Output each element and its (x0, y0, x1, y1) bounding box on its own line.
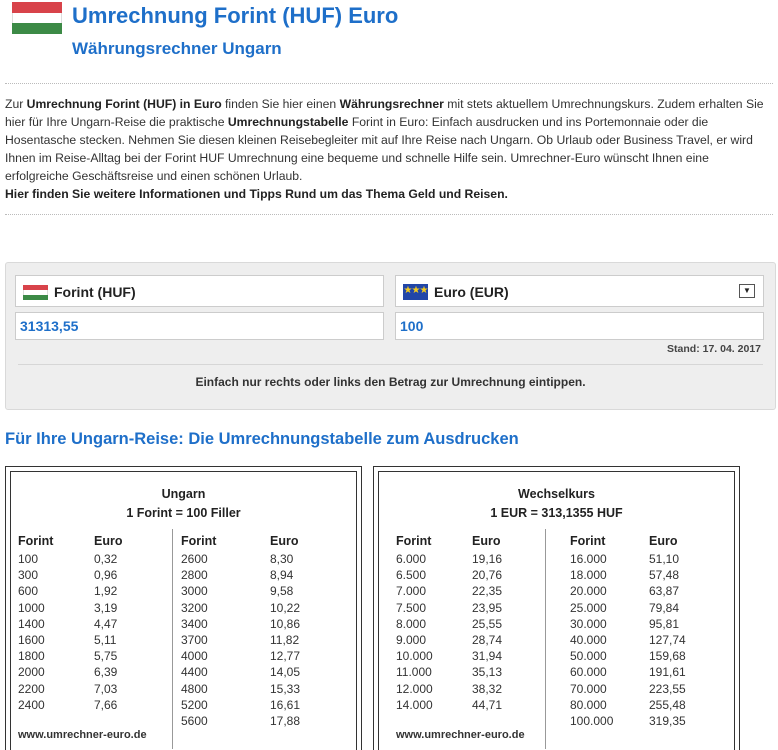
table-cell-forint: 12.000 (396, 681, 433, 696)
more-info-link[interactable]: Hier finden Sie weitere Informationen und Tipps Rund um das Thema Geld und Reisen. (5, 187, 508, 201)
table-cell-forint: 4800 (181, 681, 208, 696)
column-header-euro: Euro (270, 534, 299, 548)
table-cell-euro: 22,35 (472, 584, 503, 599)
eu-flag-icon: ★★★ (403, 284, 428, 300)
table-cell-euro: 0,96 (94, 568, 118, 583)
column-header-euro: Euro (94, 534, 123, 548)
site-url: www.umrechner-euro.de (396, 729, 525, 741)
column-header-forint: Forint (181, 534, 217, 548)
table-cell-forint: 2000 (18, 665, 45, 680)
hungary-flag-icon (23, 285, 48, 300)
table-cell-euro: 3,19 (94, 600, 118, 615)
table-cell-forint: 3000 (181, 584, 208, 599)
table-cell-forint: 2600 (181, 552, 208, 566)
table-cell-euro: 16,61 (270, 697, 301, 712)
table-cell-forint: 60.000 (570, 665, 607, 680)
euro-currency-label: Euro (EUR) (434, 284, 509, 300)
table-cell-forint: 7.500 (396, 600, 427, 615)
table-cell-euro: 44,71 (472, 697, 503, 712)
column-divider (172, 529, 173, 749)
table-cell-euro: 8,94 (270, 568, 294, 583)
table-cell-forint: 18.000 (570, 568, 607, 583)
table-cell-forint: 300 (18, 568, 39, 583)
table-cell-euro: 35,13 (472, 665, 503, 680)
table-cell-forint: 5200 (181, 697, 208, 712)
column-header-forint: Forint (396, 534, 432, 548)
table-cell-forint: 80.000 (570, 697, 607, 712)
table-cell-euro: 12,77 (270, 649, 301, 664)
table-cell-forint: 10.000 (396, 649, 433, 664)
table-cell-euro: 7,66 (94, 697, 118, 712)
column-header-euro: Euro (472, 534, 501, 548)
table-cell-euro: 20,76 (472, 568, 503, 583)
table-cell-forint: 25.000 (570, 600, 607, 615)
forint-currency-selector[interactable] (15, 275, 384, 307)
table-cell-euro: 63,87 (649, 584, 680, 599)
table-cell-euro: 159,68 (649, 649, 686, 664)
table-section-title: Für Ihre Ungarn-Reise: Die Umrechnungstabelle zum Ausdrucken (5, 430, 519, 448)
column-header-forint: Forint (570, 534, 606, 548)
table-cell-forint: 6.500 (396, 568, 427, 583)
table-cell-euro: 10,22 (270, 600, 301, 615)
table-cell-euro: 4,47 (94, 616, 118, 631)
table-cell-forint: 3400 (181, 616, 208, 631)
table-cell-forint: 4400 (181, 665, 208, 680)
table-cell-forint: 50.000 (570, 649, 607, 664)
converter-hint: Einfach nur rechts oder links den Betrag zur Umrechnung eintippen. (195, 375, 586, 389)
column-header-euro: Euro (649, 534, 678, 548)
column-divider (545, 529, 546, 749)
table-cell-forint: 100.000 (570, 714, 614, 728)
divider (5, 83, 773, 84)
table-cell-forint: 1600 (18, 633, 45, 647)
table-cell-euro: 23,95 (472, 600, 503, 615)
table-cell-forint: 16.000 (570, 552, 607, 566)
conversion-table-wechselkurs (373, 466, 740, 750)
table-cell-euro: 9,58 (270, 584, 294, 599)
table-cell-euro: 28,74 (472, 633, 503, 647)
table-cell-euro: 255,48 (649, 697, 686, 712)
table-cell-forint: 8.000 (396, 616, 427, 631)
table-cell-forint: 11.000 (396, 665, 432, 680)
table-cell-euro: 57,48 (649, 568, 680, 583)
table-cell-euro: 31,94 (472, 649, 503, 664)
divider (5, 214, 773, 215)
table-cell-euro: 10,86 (270, 616, 301, 631)
rate-date: Stand: 17. 04. 2017 (667, 343, 761, 355)
table-cell-euro: 15,33 (270, 681, 301, 696)
card-subheading: 1 EUR = 313,1355 HUF (490, 506, 623, 520)
table-cell-forint: 40.000 (570, 633, 607, 647)
table-cell-forint: 2400 (18, 697, 45, 712)
table-cell-forint: 3700 (181, 633, 208, 647)
table-cell-euro: 127,74 (649, 633, 686, 647)
table-cell-forint: 100 (18, 552, 39, 566)
column-header-forint: Forint (18, 534, 54, 548)
divider (18, 364, 763, 365)
table-cell-forint: 1000 (18, 600, 45, 615)
table-cell-euro: 11,82 (270, 633, 300, 647)
table-cell-euro: 319,35 (649, 714, 686, 728)
table-cell-euro: 5,75 (94, 649, 118, 664)
table-cell-euro: 51,10 (649, 552, 680, 566)
forint-amount-input[interactable]: 31313,55 (15, 312, 384, 340)
page-header (0, 0, 778, 70)
table-cell-euro: 79,84 (649, 600, 680, 615)
table-cell-forint: 5600 (181, 714, 208, 728)
card-heading: Wechselkurs (518, 487, 595, 501)
table-cell-forint: 1800 (18, 649, 45, 664)
table-cell-euro: 1,92 (94, 584, 118, 599)
page-subtitle: Währungsrechner Ungarn (72, 39, 282, 58)
table-cell-forint: 1400 (18, 616, 45, 631)
intro-text: Zur Umrechnung Forint (HUF) in Euro finden Sie hier einen Währungsrechner mit stets aktuellem Umrechnungskurs. Zudem erhalten Sie hier für Ihre Ungarn-Reise die praktische Umrechnungstabelle Forint in Euro: Einfach ausdrucken und ins Portemonnaie oder die Hosentasche stecken. Nehmen Sie diesen kleinen Reisebegleiter mit auf Ihre Reise nach Ungarn. Ob Urlaub oder Business Travel, er wird Ihnen im Reise-Alltag bei der Forint HUF Umrechnung eine bequeme und schnelle Hilfe sein. Umrechner-Euro wünscht Ihnen eine erfolgreiche Geschäftsreise und einen schönen Urlaub. Hier finden Sie weitere Informationen und Tipps Rund um das Thema Geld und Reisen. (5, 97, 764, 201)
table-cell-forint: 2800 (181, 568, 208, 583)
chevron-down-icon[interactable]: ▼ (739, 284, 755, 298)
currency-converter (5, 262, 776, 410)
table-cell-forint: 7.000 (396, 584, 427, 599)
forint-currency-label: Forint (HUF) (54, 284, 136, 300)
table-cell-euro: 17,88 (270, 714, 301, 728)
table-cell-forint: 4000 (181, 649, 208, 664)
card-subheading: 1 Forint = 100 Filler (126, 506, 241, 520)
table-cell-forint: 6.000 (396, 552, 427, 566)
table-cell-euro: 0,32 (94, 552, 118, 566)
table-cell-euro: 8,30 (270, 552, 294, 566)
table-cell-forint: 600 (18, 584, 39, 599)
table-cell-forint: 2200 (18, 681, 45, 696)
table-cell-euro: 95,81 (649, 616, 680, 631)
site-url: www.umrechner-euro.de (18, 729, 147, 741)
table-cell-euro: 6,39 (94, 665, 118, 680)
table-cell-euro: 14,05 (270, 665, 301, 680)
table-cell-forint: 14.000 (396, 697, 433, 712)
card-heading: Ungarn (161, 487, 206, 501)
euro-currency-selector[interactable] (395, 275, 764, 307)
hungary-flag-icon (12, 2, 62, 34)
table-cell-forint: 70.000 (570, 681, 607, 696)
table-cell-euro: 38,32 (472, 681, 503, 696)
table-cell-forint: 20.000 (570, 584, 607, 599)
table-cell-forint: 30.000 (570, 616, 607, 631)
table-cell-euro: 7,03 (94, 681, 118, 696)
table-cell-forint: 3200 (181, 600, 208, 615)
table-cell-euro: 19,16 (472, 552, 503, 566)
page-title: Umrechnung Forint (HUF) Euro (72, 3, 399, 28)
table-cell-euro: 25,55 (472, 616, 503, 631)
table-cell-euro: 191,61 (649, 665, 686, 680)
euro-amount-input[interactable]: 100 (395, 312, 764, 340)
conversion-table-ungarn (5, 466, 362, 750)
table-cell-euro: 5,11 (94, 633, 117, 647)
table-cell-euro: 223,55 (649, 681, 686, 696)
table-cell-forint: 9.000 (396, 633, 427, 647)
